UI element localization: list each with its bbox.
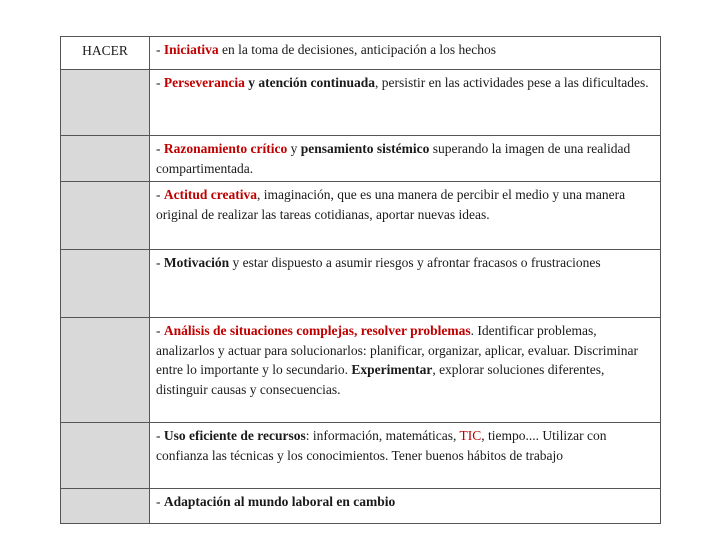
row-content (150, 318, 661, 423)
row-text: y (287, 141, 301, 156)
row-keyword-bold: Uso eficiente de recursos (163, 428, 306, 443)
category-label: HACER (82, 43, 128, 58)
row-keyword: Actitud creativa (163, 187, 257, 202)
competencies-table (60, 36, 661, 524)
row-keyword-bold: Experimentar (351, 362, 433, 377)
row-text: , explorar soluciones diferentes, distinguir causas y consecuencias. (156, 362, 605, 397)
row-text: en la toma de decisiones, anticipación a los hechos (218, 42, 497, 57)
table-row (61, 182, 661, 250)
row-keyword: Iniciativa (163, 42, 219, 57)
table-row (61, 70, 661, 136)
category-label-cell (61, 37, 150, 70)
row-text: y estar dispuesto a asumir riesgos y afrontar fracasos o frustraciones (229, 255, 601, 270)
row-dash: - (156, 323, 164, 338)
row-dash: - (156, 187, 164, 202)
table-row (61, 318, 661, 423)
row-text: , persistir en las actividades pese a las dificultades. (375, 75, 649, 90)
label-cell (61, 489, 150, 524)
row-dash: - (156, 141, 164, 156)
table-row (61, 250, 661, 318)
row-keyword-red: TIC (459, 428, 482, 443)
label-cell (61, 70, 150, 136)
label-cell (61, 318, 150, 423)
row-dash: - (156, 255, 164, 270)
table-row (61, 37, 661, 70)
row-text: . Identificar problemas, analizarlos y actuar para solucionarlos: planificar, organizar, aplicar, evaluar. Discriminar entre lo importante y lo secundario. (156, 323, 639, 377)
row-keyword-bold: Adaptación al mundo laboral en cambio (163, 494, 396, 509)
row-dash: - (156, 494, 164, 509)
row-content (150, 489, 661, 524)
row-content (150, 423, 661, 489)
table-row (61, 489, 661, 524)
row-text: , tiempo.... Utilizar con confianza las técnicas y los conocimientos. Tener buenos hábitos de trabajo (156, 428, 607, 463)
row-keyword: Análisis de situaciones complejas, resolver problemas (163, 323, 471, 338)
row-keyword-bold: y atención continuada (244, 75, 375, 90)
row-keyword-bold: Motivación (163, 255, 230, 270)
row-keyword-bold: pensamiento sistémico (300, 141, 430, 156)
label-cell (61, 136, 150, 182)
row-dash: - (156, 75, 164, 90)
row-content (150, 136, 661, 182)
row-text: : información, matemáticas, (305, 428, 460, 443)
row-text: , imaginación, que es una manera de percibir el medio y una manera original de realizar las tareas cotidianas, aportar nuevas ideas. (156, 187, 626, 222)
row-dash: - (156, 42, 164, 57)
row-content (150, 37, 661, 70)
row-dash: - (156, 428, 164, 443)
row-keyword: Razonamiento crítico (163, 141, 288, 156)
label-cell (61, 423, 150, 489)
table-row (61, 136, 661, 182)
row-content (150, 250, 661, 318)
row-text: superando la imagen de una realidad compartimentada. (156, 141, 631, 176)
label-cell (61, 250, 150, 318)
row-keyword: Perseverancia (163, 75, 245, 90)
label-cell (61, 182, 150, 250)
table-row (61, 423, 661, 489)
row-content (150, 182, 661, 250)
row-content (150, 70, 661, 136)
